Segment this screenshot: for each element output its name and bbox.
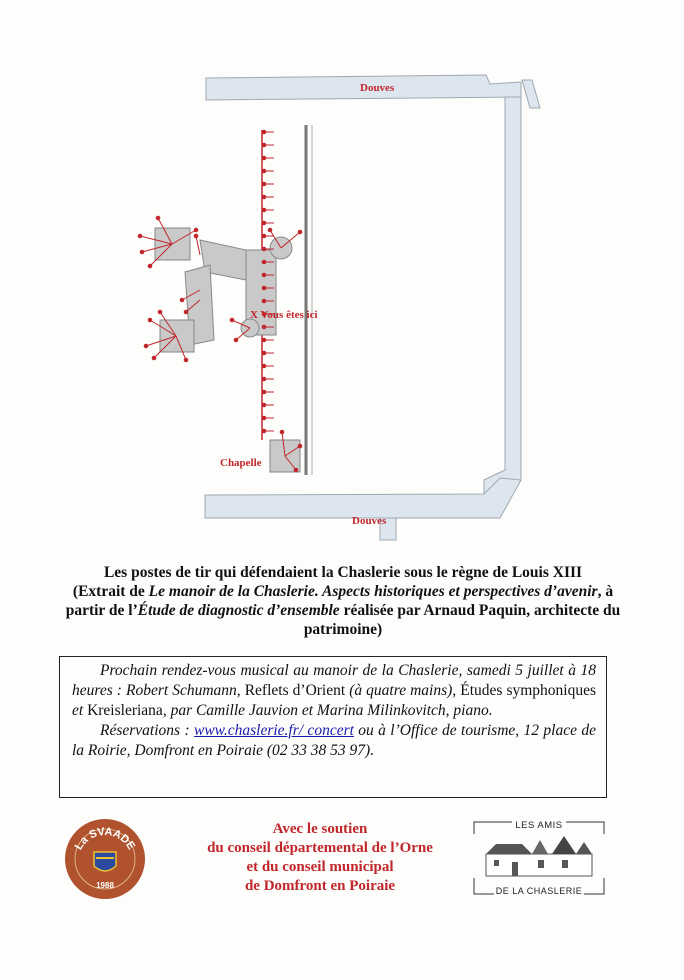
plan-caption: Les postes de tir qui défendaient la Chaslerie sous le règne de Louis XIII (Extrait de Le manoir de la Chaslerie. Aspects historiques et perspectives d’avenir, à partir de l’Étude de diagnostic d’ensemble réalisée par Arnaud Paquin, architecte du patrimoine) (65, 564, 621, 638)
shield-icon (94, 852, 116, 871)
concert-link[interactable]: www.chaslerie.fr/ concert (193, 722, 354, 739)
concert-paragraph: Prochain rendez-vous musical au manoir de la Chaslerie, samedi 5 juillet à 18 heures : Robert Schumann, Reflets d’Orient (à quatre mains), Études symphoniques et Kreisleriana, par Camille Jauvion et Marina Milinkovitch, piano. (72, 662, 597, 719)
study-title: Étude de diagnostic d’ensemble (137, 602, 340, 619)
caption-line1: Les postes de tir qui défendaient la Chaslerie sous le règne de Louis XIII (103, 564, 583, 581)
svg-text:La SVAADE: La SVAADE (72, 825, 138, 853)
moat-label-top: Douves (360, 82, 395, 94)
reservation-paragraph: Réservations : www.chaslerie.fr/ concert ou à l’Office de tourisme, 12 place de la Roirie, Domfront en Poiraie (02 33 38 53 97). (72, 722, 596, 759)
concert-announcement (59, 656, 607, 798)
chapel-label: Chapelle (220, 457, 262, 469)
svaade-year: 1988 (96, 881, 114, 890)
support-notice: Avec le soutien du conseil départemental de l’Orne et du conseil municipal de Domfront en Poiraie (207, 821, 433, 894)
manor-buildings (155, 228, 300, 472)
moat-right (484, 97, 521, 496)
firing-posts (138, 130, 302, 472)
svaade-logo (64, 818, 146, 900)
amis-bottom-text: DE LA CHASLERIE (495, 886, 583, 896)
moat-label-bottom: Douves (352, 515, 387, 527)
amis-top-text: LES AMIS (515, 820, 563, 831)
amis-chaslerie-logo (472, 820, 606, 900)
moat-bottom (205, 478, 521, 518)
you-are-here-label: X Vous êtes ici (250, 309, 318, 321)
book-title: Le manoir de la Chaslerie. Aspects historiques et perspectives d’avenir (148, 583, 598, 600)
